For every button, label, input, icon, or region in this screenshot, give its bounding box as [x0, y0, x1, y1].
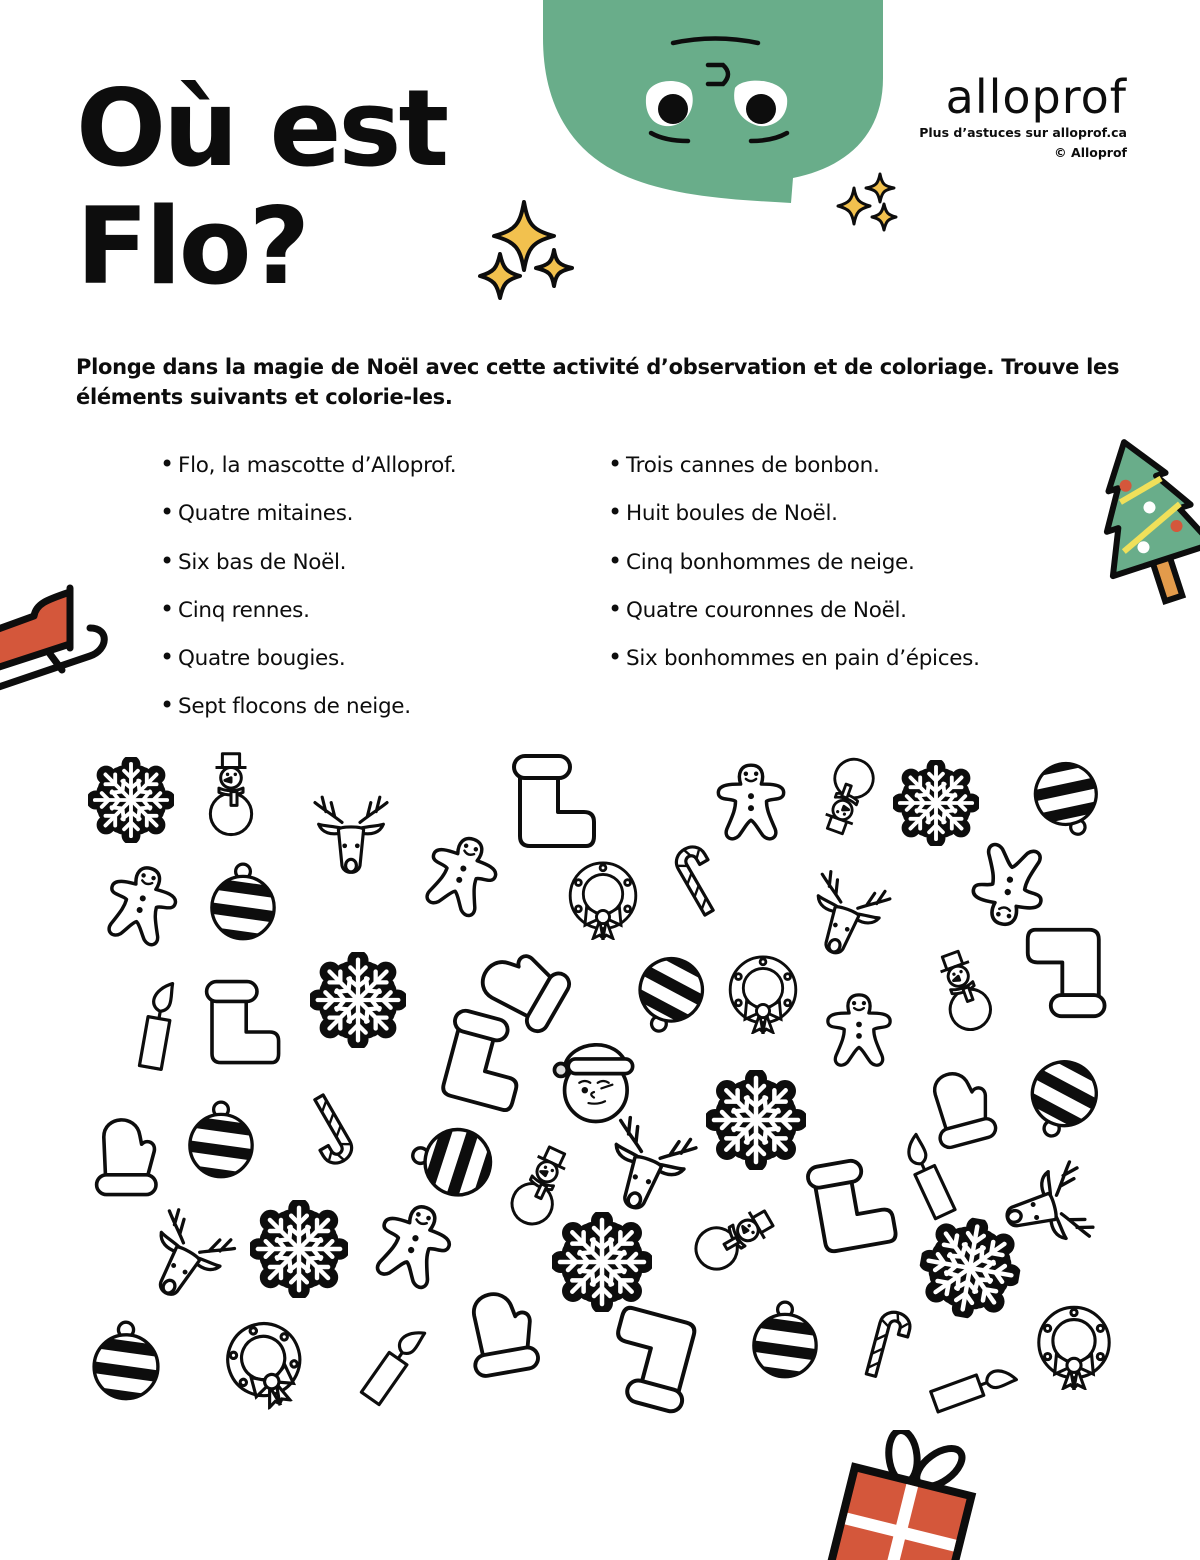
flo-mascot-icon — [543, 0, 883, 213]
gingerbread-icon[interactable] — [818, 990, 900, 1072]
checklist-item: • Six bonhommes en pain d’épices. — [608, 634, 980, 682]
checklist-item: • Quatre bougies. — [160, 634, 456, 682]
checklist-item: • Six bas de Noël. — [160, 538, 456, 586]
ornament-icon[interactable] — [202, 860, 284, 942]
wreath-icon[interactable] — [207, 1305, 322, 1420]
wreath-icon[interactable] — [722, 952, 804, 1034]
checklist-right — [608, 441, 980, 682]
reindeer-icon[interactable] — [306, 790, 396, 880]
gingerbread-icon[interactable] — [88, 852, 193, 957]
checklist-item: • Cinq bonhommes de neige. — [608, 538, 980, 586]
candle-icon[interactable] — [917, 1329, 1032, 1444]
reindeer-icon[interactable] — [787, 859, 902, 974]
ornament-icon[interactable] — [1008, 1046, 1116, 1154]
snowflake-icon[interactable] — [552, 1212, 652, 1312]
checklist-item: • Flo, la mascotte d’Alloprof. — [160, 441, 456, 489]
brand-tagline: Plus d’astuces sur alloprof.ca — [919, 125, 1127, 140]
snowflake-icon[interactable] — [88, 757, 174, 843]
snowman-icon[interactable] — [910, 938, 1018, 1046]
title-line-1: Où est — [76, 67, 447, 190]
snowflake-icon[interactable] — [893, 760, 979, 846]
mitten-icon[interactable] — [84, 1110, 174, 1200]
snowman-icon[interactable] — [797, 744, 900, 847]
flo-mascot — [543, 0, 883, 213]
stocking-icon[interactable] — [500, 752, 600, 852]
snowflake-icon[interactable] — [310, 952, 406, 1048]
candle-icon[interactable] — [332, 1300, 457, 1425]
sled-icon — [0, 578, 122, 698]
snowman-icon[interactable] — [188, 752, 274, 838]
page-title — [76, 67, 447, 308]
christmas-tree-icon — [1098, 434, 1200, 610]
brand-copyright: © Alloprof — [1054, 145, 1127, 160]
title-line-2: Flo? — [76, 185, 308, 308]
snowflake-icon[interactable] — [912, 1210, 1028, 1326]
stocking-icon[interactable] — [1022, 924, 1118, 1020]
wreath-icon[interactable] — [562, 858, 644, 940]
snowflake-icon[interactable] — [250, 1200, 348, 1298]
checklist-item: • Quatre couronnes de Noël. — [608, 586, 980, 634]
gift-icon — [818, 1430, 988, 1560]
mitten-icon[interactable] — [448, 1274, 559, 1385]
checklist-item: • Trois cannes de bonbon. — [608, 441, 980, 489]
checklist-item: • Cinq rennes. — [160, 586, 456, 634]
stocking-icon[interactable] — [595, 1299, 717, 1421]
alloprof-logo: alloprof — [945, 70, 1127, 124]
gingerbread-icon[interactable] — [957, 833, 1061, 937]
gingerbread-icon[interactable] — [708, 760, 794, 846]
ornament-icon[interactable] — [744, 1298, 826, 1380]
wreath-icon[interactable] — [1030, 1302, 1118, 1390]
alloprof-brand — [905, 72, 1127, 164]
ornament-icon[interactable] — [84, 1318, 168, 1402]
snowflake-icon[interactable] — [706, 1070, 806, 1170]
stocking-icon[interactable] — [194, 978, 284, 1068]
ornament-icon[interactable] — [616, 943, 721, 1048]
snowman-icon[interactable] — [674, 1180, 791, 1297]
ornament-icon[interactable] — [401, 1111, 501, 1211]
checklist-item: • Huit boules de Noël. — [608, 489, 980, 537]
intro-text: Plonge dans la magie de Noël avec cette activité d’observation et de coloriage. Trouve les éléments suivants et colorie-les. — [76, 355, 1120, 409]
sparkles-icon — [470, 196, 580, 308]
ornament-icon[interactable] — [1017, 749, 1120, 852]
checklist-item: • Sept flocons de neige. — [160, 682, 456, 730]
checklist-item: • Quatre mitaines. — [160, 489, 456, 537]
ornament-icon[interactable] — [180, 1098, 262, 1180]
sparkles-icon — [834, 170, 904, 236]
candycane-icon[interactable] — [281, 1075, 390, 1184]
checklist-left — [160, 441, 456, 731]
reindeer-icon[interactable] — [121, 1195, 249, 1323]
